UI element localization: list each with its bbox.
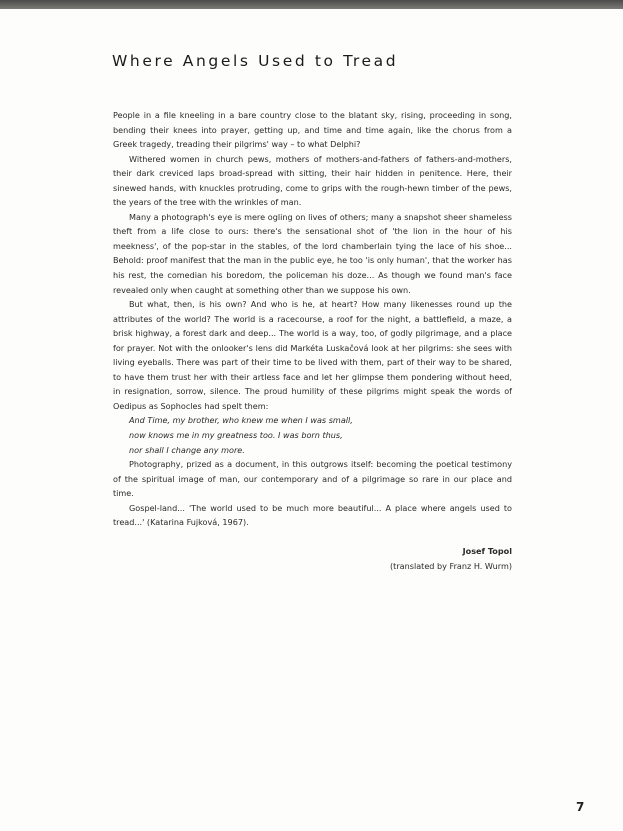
page-title: Where Angels Used to Tread [112, 52, 399, 70]
verse-line: nor shall I change any more. [129, 444, 245, 455]
verse-line: And Time, my brother, who knew me when I was small, [129, 415, 353, 426]
verse-quote [113, 413, 512, 457]
essay-paragraph: Photography, prized as a document, in this outgrows itself: becoming the poetical testimony of the spiritual image of man, our contemporary and of a pilgrimage so rare in our place and time. [113, 459, 512, 499]
essay-paragraph: But what, then, is his own? And who is he, at heart? How many likenesses round up the attributes of the world? The world is a racecourse, a roof for the night, a battlefield, a maze, a brisk highway, a forest dark and deep... The world is a way, too, of godly pilgrimage, and a place for prayer. Not with the onlooker's lens did Markéta Luskačová look at her pilgrims: she sees with living eyeballs. There was part of their time to be lived with them, part of their way to be shared, to have them trust her with their artless face and let her glimpse them pondering without heed, in resignation, sorrow, silence. The proud humility of these pilgrims might speak the words of Oedipus as Sophocles had spelt them: [113, 299, 512, 411]
author-name: Josef Topol [462, 546, 512, 556]
translator-note: (translated by Franz H. Wurm) [389, 560, 512, 571]
signature-block [390, 544, 512, 573]
top-scan-edge [0, 0, 623, 9]
essay-paragraph: People in a file kneeling in a bare country close to the blatant sky, rising, proceeding in song, bending their knees into prayer, getting up, and time and time again, like the chorus from a Greek tragedy, treading their pilgrims' way – to what Delphi? [113, 110, 512, 150]
essay-paragraph: Many a photograph's eye is mere ogling on lives of others; many a snapshot sheer shameless theft from a life close to ours: there's the sensational shot of 'the lion in the hour of his meekness', of the pop-star in the stables, of the lord chamberlain tying the lace of his shoe... Behold: proof manifest that the man in the public eye, he too 'is only human', that the worker has his rest, the comedian his boredom, the policeman his doze... As though we found man's face revealed only when caught at something other than we suppose his own. [113, 211, 512, 295]
page-number: 7 [576, 800, 585, 814]
essay-paragraph: Withered women in church pews, mothers of mothers-and-fathers of fathers-and-mothers, their dark creviced laps broad-spread with sitting, their hair hidden in penitence. Here, their sinewed hands, with knuckles protruding, come to grips with the rough-hewn timber of the pews, the years of the tree with the wrinkles of man. [113, 153, 512, 208]
essay-paragraph: Gospel-land... 'The world used to be much more beautiful... A place where angels used to tread...' (Katarina Fujková, 1967). [113, 502, 512, 528]
essay-body [113, 108, 512, 530]
verse-line: now knows me in my greatness too. I was born thus, [129, 430, 343, 441]
